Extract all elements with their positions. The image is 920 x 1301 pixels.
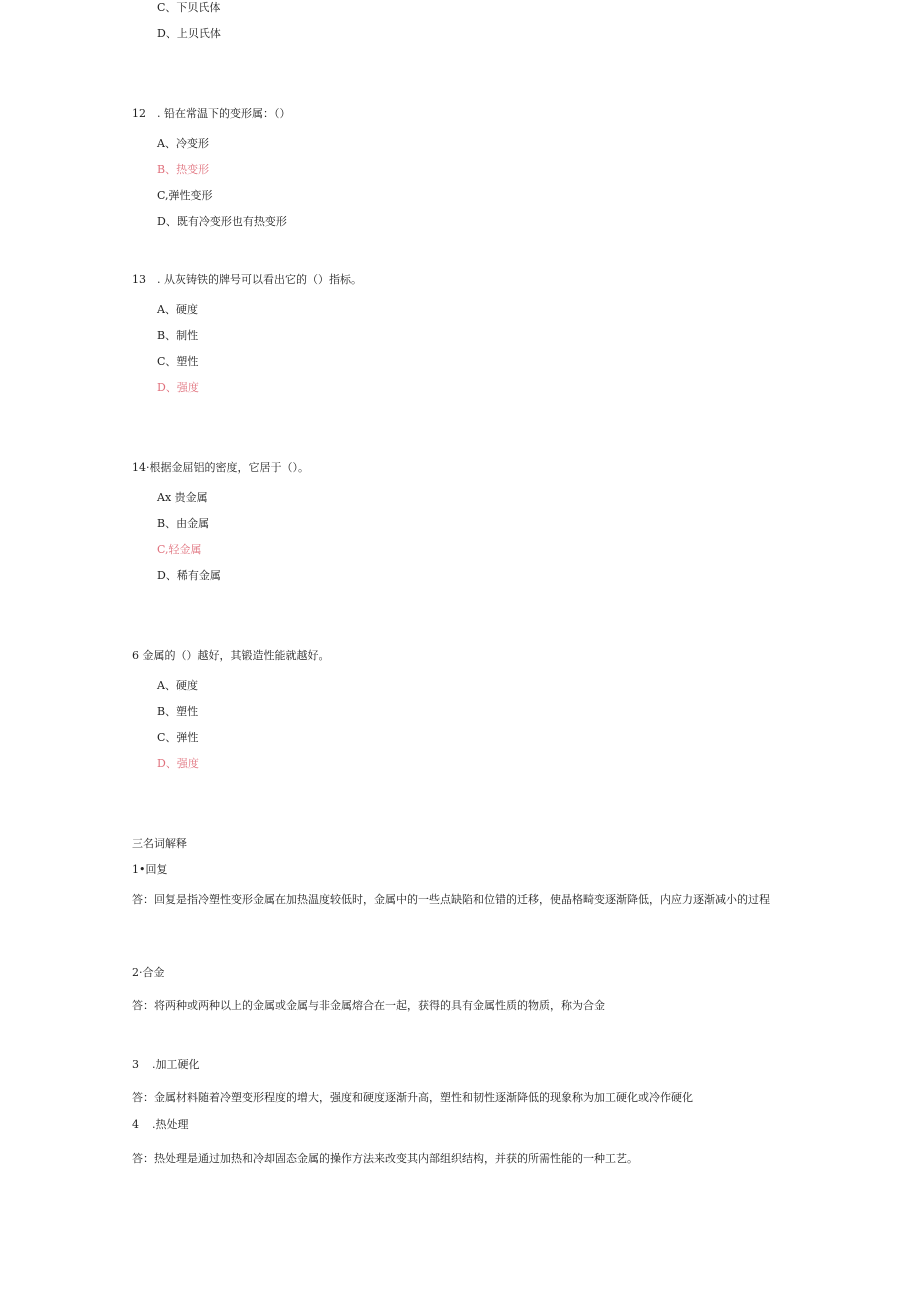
term-heading-text: .加工硬化 <box>152 1058 200 1071</box>
term-heading <box>132 1118 189 1132</box>
question-number: 13 <box>132 273 146 286</box>
section-title: 三名词解释 <box>132 837 187 850</box>
q6-option-b: B、塑性 <box>157 705 199 718</box>
term-heading-text: .热处理 <box>152 1118 189 1131</box>
q12-option-a: A、冷变形 <box>157 137 209 150</box>
term-answer: 答：金属材料随着冷塑变形程度的增大，强度和硬度逐渐升高，塑性和韧性逐渐降低的现象称为加工硬化或冷作硬化 <box>132 1091 693 1104</box>
question-6: 6 金属的（）越好，其锻造性能就越好。 <box>132 649 330 662</box>
question-13 <box>132 273 362 287</box>
question-text: . 从灰铸铁的牌号可以看出它的（）指标。 <box>157 273 362 286</box>
term-number: 4 <box>132 1118 139 1131</box>
term-answer: 答：热处理是通过加热和冷却固态金属的操作方法来改变其内部组织结构，并获的所需性能的一种工艺。 <box>132 1152 638 1165</box>
term-answer: 答：将两种或两种以上的金属或金属与非金属熔合在一起，获得的具有金属性质的物质，称为合金 <box>132 999 605 1012</box>
q14-option-d: D、稀有金属 <box>157 569 221 582</box>
q13-option-a: A、硬度 <box>157 303 198 316</box>
term-heading: 2·合金 <box>132 966 165 979</box>
question-12 <box>132 107 291 121</box>
q12-option-d: D、既有冷变形也有热变形 <box>157 215 287 228</box>
q14-option-a: Ax 贵金属 <box>157 491 208 504</box>
q14-option-b: B、由金属 <box>157 517 210 530</box>
question-text: . 铅在常温下的变形属：（） <box>157 107 291 120</box>
option-c: C、下贝氏体 <box>157 1 221 14</box>
q13-option-d-answer: D、强度 <box>157 381 199 394</box>
term-answer: 答：回复是指冷塑性变形金属在加热温度较低时，金属中的一些点缺陷和位错的迁移，使晶格畸变逐渐降低，内应力逐渐减小的过程 <box>132 893 770 906</box>
q6-option-c: C、弹性 <box>157 731 199 744</box>
option-d: D、上贝氏体 <box>157 27 221 40</box>
question-14: 14·根据金屈铝的密度，它居于（）。 <box>132 461 309 474</box>
term-heading <box>132 1058 200 1072</box>
q13-option-b: B、制性 <box>157 329 199 342</box>
q6-option-d-answer: D、强度 <box>157 757 199 770</box>
question-number: 12 <box>132 107 146 120</box>
q12-option-c: C,弹性变形 <box>157 189 213 202</box>
q14-option-c-answer: C,轻金属 <box>157 543 202 556</box>
q13-option-c: C、塑性 <box>157 355 199 368</box>
q12-option-b-answer: B、热变形 <box>157 163 210 176</box>
term-number: 3 <box>132 1058 139 1071</box>
term-heading: 1•回复 <box>132 863 168 876</box>
q6-option-a: A、硬度 <box>157 679 198 692</box>
